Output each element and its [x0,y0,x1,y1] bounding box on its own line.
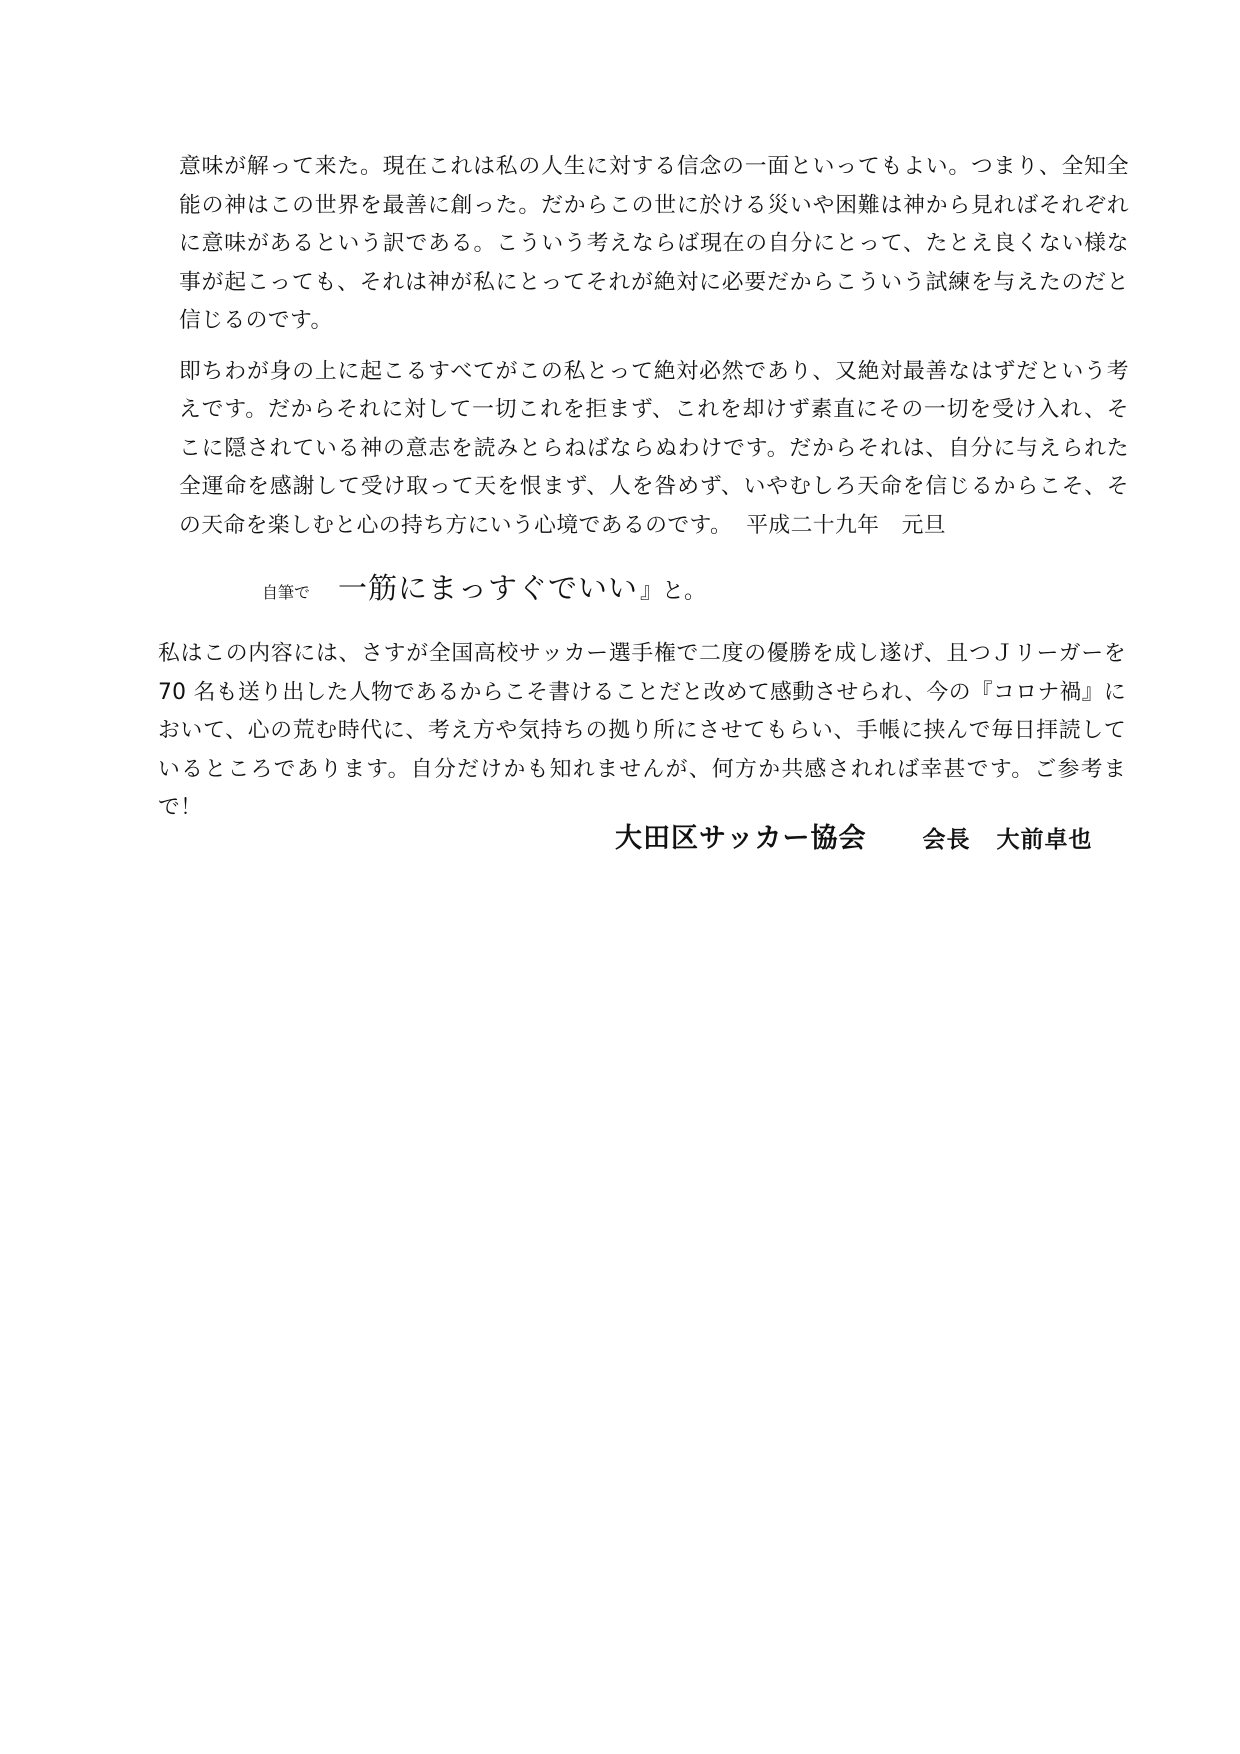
handwritten-motto-line [262,566,962,607]
signature [615,816,1135,855]
quote-date: 平成二十九年 元旦 [746,512,946,538]
handwritten-note: 自筆で [262,583,311,602]
quote-paragraph-1: 意味が解って来た。現在これは私の人生に対する信念の一面といってもよい。つまり、全知全能の神はこの世界を最善に創った。だからこの世に於ける災いや困難は神から見ればそれぞれに意味があるという訳である。こういう考えならば現在の自分にとって、たとえ良くない様な事が起こっても、それは神が私にとってそれが絶対に必要だからこういう試練を与えたのだと信じるのです。 [179,154,1129,333]
quote-paragraph-2 [179,353,1129,546]
signature-role: 会長 [922,827,971,853]
quote-paragraph-2-text: 即ちわが身の上に起こるすべてがこの私とって絶対必然であり、又絶対最善なはずだという考えです。だからそれに対して一切これを拒まず、これを却けず素直にその一切を受け入れ、そこに隠されている神の意志を読みとらねばならぬわけです。だからそれは、自分に与えられた全運命を感謝して受け取って天を恨まず、人を咎めず、いやむしろ天命を信じるからこそ、その天命を楽しむと心の持ち方にいう心境であるのです。 [179,358,1129,538]
signature-organization: 大田区サッカー協会 [615,823,867,854]
quote-block [179,148,1129,545]
author-comment: 私はこの内容には、さすが全国高校サッカー選手権で二度の優勝を成し遂げ、且つＪリーガーを 70 名も送り出した人物であるからこそ書けることだと改めて感動させられ、今の『コロナ禍』において、心の荒む時代に、考え方や気持ちの拠り所にさせてもらい、手帳に挟んで毎日拝読しているところであります。自分だけかも知れませんが、何方か共感されれば幸甚です。ご参考まで！ [158,641,1126,820]
signature-name: 大前卓也 [996,827,1093,853]
motto-text: 一筋にまっすぐでいい [338,571,639,605]
motto-tail: 』と。 [640,579,707,604]
